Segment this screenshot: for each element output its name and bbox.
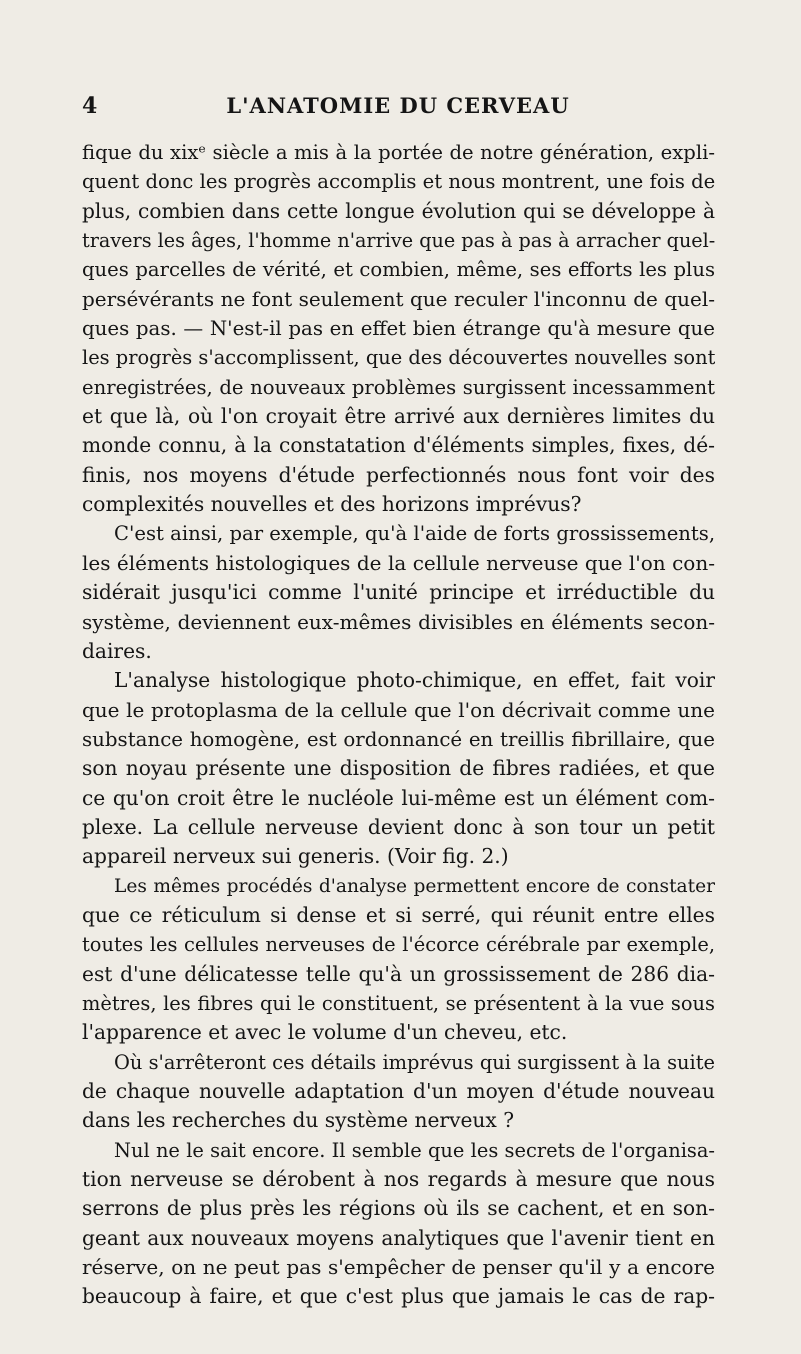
running-head (82, 93, 714, 123)
body-text (82, 138, 715, 1312)
text-line: tion nerveuse se dérobent à nos regards à mesure que nous (82, 1167, 715, 1192)
text-line: serrons de plus près les régions où ils se cachent, et en son- (82, 1196, 715, 1221)
text-line: réserve, on ne peut pas s'empêcher de penser qu'il y a encore (82, 1255, 715, 1280)
text-line: que le protoplasma de la cellule que l'on décrivait comme une (82, 697, 715, 722)
page-number: 4 (82, 93, 98, 119)
text-line: Les mêmes procédés d'analyse permettent encore de constater (114, 875, 715, 897)
text-line: toutes les cellules nerveuses de l'écorce cérébrale par exemple, (82, 933, 715, 957)
text-line: est d'une délicatesse telle qu'à un grossissement de 286 dia- (82, 961, 715, 986)
text-line: travers les âges, l'homme n'arrive que pas à pas à arracher quel- (82, 229, 715, 253)
text-line: daires. (82, 638, 152, 663)
text-line: persévérants ne font seulement que reculer l'inconnu de quel- (82, 286, 715, 311)
text-line: que ce réticulum si dense et si serré, qui réunit entre elles (82, 902, 715, 927)
text-line: ques parcelles de vérité, et combien, même, ses efforts les plus (82, 258, 715, 282)
text-line: plexe. La cellule nerveuse devient donc à son tour un petit (82, 814, 715, 839)
text-line: Où s'arrêteront ces détails imprévus qui surgissent à la suite (114, 1050, 715, 1074)
text-line: système, deviennent eux-mêmes divisibles en éléments secon- (82, 609, 715, 634)
text-line: son noyau présente une disposition de fibres radiées, et que (82, 756, 715, 781)
text-line: appareil nerveux sui generis. (Voir fig. 2.) (82, 844, 509, 869)
text-line: fique du xixᵉ siècle a mis à la portée de notre génération, expli- (82, 141, 715, 164)
text-line: quent donc les progrès accomplis et nous montrent, une fois de (82, 170, 715, 194)
text-line: sidérait jusqu'ici comme l'unité principe et irréductible du (82, 580, 715, 605)
text-line: complexités nouvelles et des horizons imprévus? (82, 492, 582, 517)
text-line: C'est ainsi, par exemple, qu'à l'aide de forts grossissements, (114, 522, 715, 546)
text-line: ques pas. — N'est-il pas en effet bien étrange qu'à mesure que (82, 317, 715, 341)
text-line: l'apparence et avec le volume d'un cheveu, etc. (82, 1020, 568, 1045)
text-line: L'analyse histologique photo-chimique, en effet, fait voir (114, 668, 715, 693)
text-line: beaucoup à faire, et que c'est plus que jamais le cas de rap- (82, 1284, 715, 1309)
text-line: geant aux nouveaux moyens analytiques que l'avenir tient en (82, 1225, 715, 1250)
text-line: plus, combien dans cette longue évolution qui se développe à (82, 198, 715, 223)
text-line: finis, nos moyens d'étude perfectionnés nous font voir des (82, 462, 715, 487)
text-line: et que là, où l'on croyait être arrivé aux dernières limites du (82, 404, 715, 429)
text-line: dans les recherches du système nerveux ? (82, 1108, 515, 1133)
running-title: L'ANATOMIE DU CERVEAU (226, 93, 570, 118)
text-line: enregistrées, de nouveaux problèmes surgissent incessamment (82, 375, 715, 399)
text-line: monde connu, à la constatation d'éléments simples, fixes, dé- (82, 433, 715, 458)
text-line: Nul ne le sait encore. Il semble que les secrets de l'organisa- (114, 1138, 715, 1162)
text-line: substance homogène, est ordonnancé en treillis fibrillaire, que (82, 727, 715, 751)
text-line: les progrès s'accomplissent, que des découvertes nouvelles sont (82, 346, 715, 370)
text-line: mètres, les fibres qui le constituent, se présentent à la vue sous (82, 991, 715, 1015)
text-line: ce qu'on croit être le nucléole lui-même est un élément com- (82, 785, 715, 810)
text-line: les éléments histologiques de la cellule nerveuse que l'on con- (82, 550, 715, 575)
text-line: de chaque nouvelle adaptation d'un moyen d'étude nouveau (82, 1079, 715, 1103)
